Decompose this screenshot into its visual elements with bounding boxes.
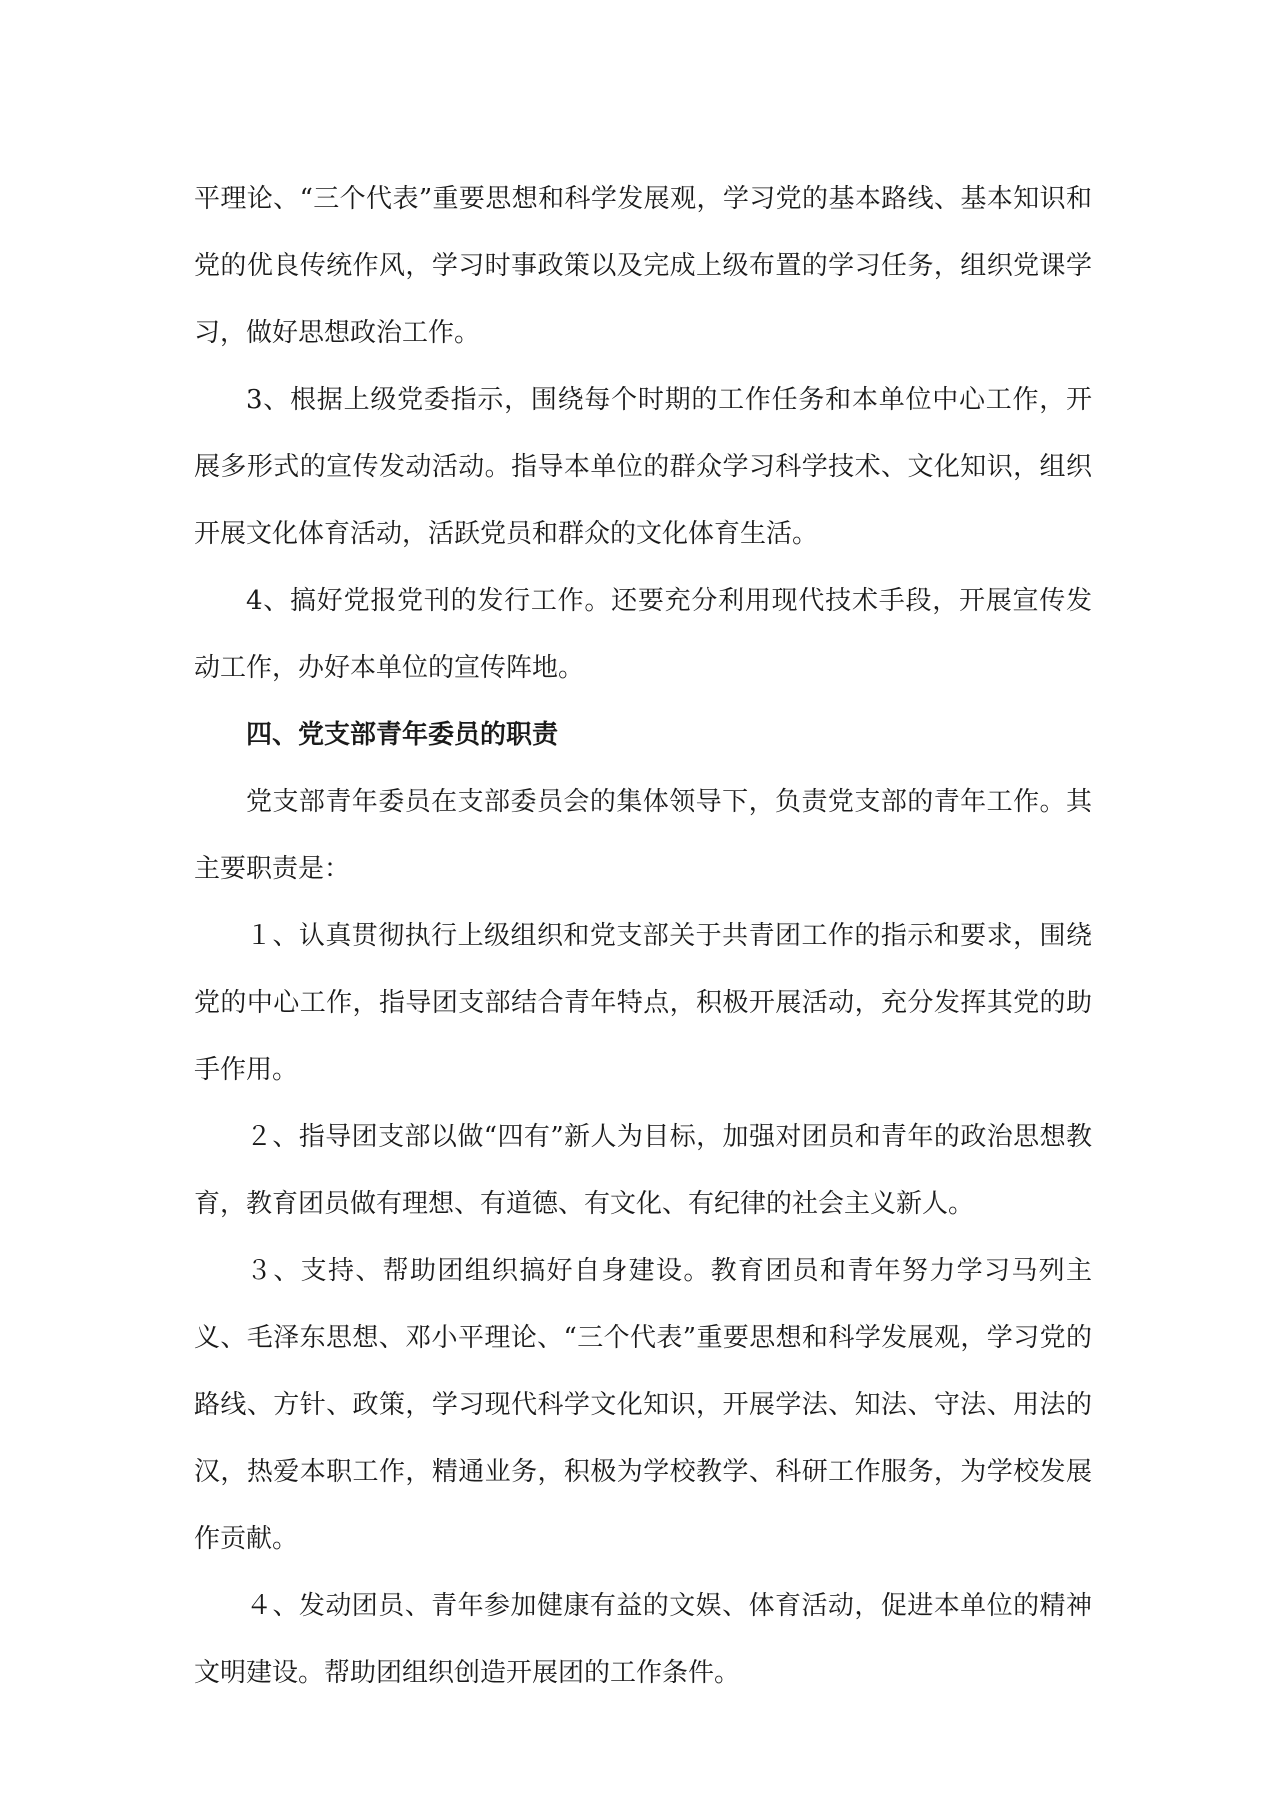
paragraph-item-4-publications: 4、搞好党报党刊的发行工作。还要充分利用现代技术手段，开展宣传发动工作，办好本单位的宣传阵地。 <box>194 586 1092 683</box>
paragraph-continuation: 平理论、“三个代表”重要思想和科学发展观，学习党的基本路线、基本知识和党的优良传统作风，学习时事政策以及完成上级布置的学习任务，组织党课学习，做好思想政治工作。 <box>194 184 1092 348</box>
section-heading-youth-committee: 四、党支部青年委员的职责 <box>246 720 559 750</box>
paragraph-item-3-propaganda: 3、根据上级党委指示，围绕每个时期的工作任务和本单位中心工作，开展多形式的宣传发动活动。指导本单位的群众学习科学技术、文化知识，组织开展文化体育活动，活跃党员和群众的文化体育生活。 <box>194 385 1092 549</box>
document-body <box>194 166 1092 1707</box>
paragraph-youth-intro: 党支部青年委员在支部委员会的集体领导下，负责党支部的青年工作。其主要职责是： <box>194 787 1092 884</box>
paragraph-youth-item-2: ２、指导团支部以做“四有”新人为目标，加强对团员和青年的政治思想教育，教育团员做有理想、有道德、有文化、有纪律的社会主义新人。 <box>194 1122 1092 1219</box>
paragraph-youth-item-1: １、认真贯彻执行上级组织和党支部关于共青团工作的指示和要求，围绕党的中心工作，指导团支部结合青年特点，积极开展活动，充分发挥其党的助手作用。 <box>194 921 1092 1085</box>
paragraph-youth-item-3: ３、支持、帮助团组织搞好自身建设。教育团员和青年努力学习马列主义、毛泽东思想、邓小平理论、“三个代表”重要思想和科学发展观，学习党的路线、方针、政策，学习现代科学文化知识，开展学法、知法、守法、用法的汉，热爱本职工作，精通业务，积极为学校教学、科研工作服务，为学校发展作贡献。 <box>194 1256 1092 1554</box>
paragraph-youth-item-4: ４、发动团员、青年参加健康有益的文娱、体育活动，促进本单位的精神文明建设。帮助团组织创造开展团的工作条件。 <box>194 1591 1092 1688</box>
